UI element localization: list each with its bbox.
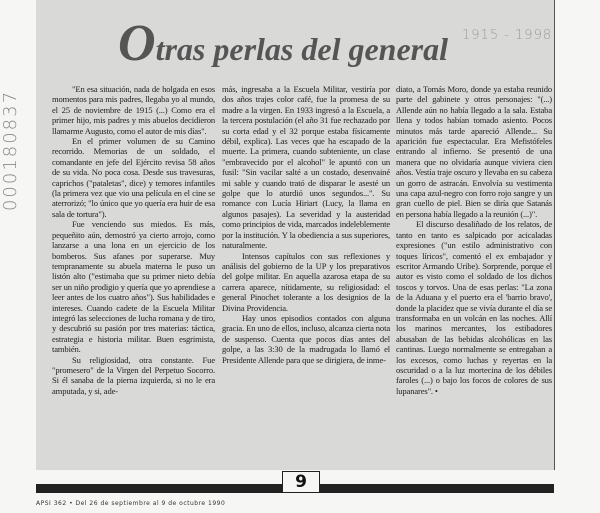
- article-column-2: [222, 84, 390, 365]
- paragraph: Intensos capítulos con sus reflexiones y análisis del gobierno de la UP y los preparativos del golpe militar. En aquella azarosa etapa de su carrera aparece, nítidamente, su religiosidad: el general Pinochet tolerante a los designios de la Divina Providencia.: [222, 250, 390, 313]
- title-initial: O: [118, 15, 156, 72]
- paragraph: El discurso desaliñado de los relatos, de tanto en tanto es salpicado por acicaladas expresiones ("un estilo administrativo con toques líricos", comentó el ex embajador y escritor Armando Uribe). Sorprende, porque el autor es visto como el soldado de los dichos toscos y torvos. Una de esas perlas: "La zona de la Aduana y el puerto era el 'barrio bravo', donde la placidez que se vivía durante el día se transformaba en un volcán en las noches. Allí los marinos mercantes, los estibadores abusaban de las bebidas alcohólicas en las cantinas. Luego normalmente se entregaban a los excesos, como luchas y reyertas en la oscuridad o a la luz mortecina de los débiles faroles (...) o bajo los focos de colores de sus lupanares". •: [396, 219, 552, 396]
- paragraph: "En esa situación, nada de holgada en esos momentos para mis padres, llegaba yo al mundo, el 25 de noviembre de 1915 (...) Como era el primer hijo, mis padres y mis abuelos decidieron llamarme Augusto, como el autor de mis días".: [52, 84, 215, 136]
- handwritten-archive-id: 000180837: [0, 89, 22, 212]
- article-title: [118, 14, 448, 73]
- handwritten-years: 1915 - 1998: [462, 28, 553, 43]
- paragraph: diato, a Tomás Moro, donde ya estaba reunido parte del gabinete y otros personajes: "(...) Allende aún no había llegado a la sala. Estaba llena y todos habían tomado asiento. Pocos minutos más tarde apareció Allende... Su aparición fue espectacular. Era Mefistófeles entrando al infierno. Se presentó de una manera que no olvidaría aunque viviera cien años. Vestía traje oscuro y llevaba en su cabeza un gorro de astracán. Envolvía su vestimenta una capa azul-negro con forro rojo sangre y un gran cuello de piel. Bien se diría que Satanás en persona había llegado a la reunión (...)".: [396, 84, 552, 219]
- page-number: 9: [282, 471, 320, 492]
- paragraph: Fue venciendo sus miedos. Es más, pequeñito aún, demostró ya cierto arrojo, como lanzarse a una lona en un ejercicio de los bomberos. Sus afanes por superarse. Muy tempranamente su abuela materna le puso un listón alto ("estimaba que su primer nieto debía ser un niño prodigio y quería que yo aprendiese a leer antes de los cuatro años"). Sus habilidades e intereses. Cuando cadete de la Escuela Militar integró las selecciones de lucha romana y de tiro, y descubrió su pasión por tres materias: táctica, estrategia e historia militar. Buen esgrimista, también.: [52, 219, 215, 355]
- publication-caption: APSI 362 • Del 26 de septiembre al 9 de octubre 1990: [36, 500, 226, 507]
- article-column-3: [396, 84, 552, 396]
- paragraph: Hay unos episodios contados con alguna gracia. En uno de ellos, incluso, alcanza cierta nota de suspenso. Cuenta que pocos días antes del golpe, a las 3:30 de la madrugada lo llamó el Presidente Allende para que se dirigiera, de inme-: [222, 312, 390, 365]
- paragraph: Su religiosidad, otra constante. Fue "promesero" de la Virgen del Perpetuo Socorro. Si él sanaba de la pierna izquierda, si no le era amputada, y si, ade-: [52, 354, 215, 396]
- paragraph: En el primer volumen de su Camino recorrido. Memorias de un soldado, el comandante en jefe del Ejército revisa 58 años de su vida. No poca cosa. Desde sus travesuras, caprichos ("pataletas", dice) y temores infantiles (la primera vez que vio una película en el cine se aterrorizó; "lo único que yo quería era huir de esa sala de tortura").: [52, 136, 215, 219]
- article-column-1: [52, 84, 215, 396]
- paragraph: más, ingresaba a la Escuela Militar, vestiría por dos años trajes color café, fue la promesa de su madre a la virgen. En 1933 ingresó a la Escuela, a la tercera postulación (el año 31 fue rechazado por su corta edad y el 32 porque estaba físicamente débil, explica). Las veces que ha escapado de la muerte. La primera, cuando subteniente, un clase "embravecido por el alcohol" le apuntó con un fusil: "Sin vacilar salté a un costado, desenvainé mi sable y cuando trató de disparar le asesté un golpe que lo aturdió unos segundos...". Su romance con Lucía Hiriart (Lucy, la llama en algunos pasajes). La severidad y la austeridad como principios de vida, marcados indeleblemente por la institución. Y la obediencia a sus superiores, naturalmente.: [222, 84, 390, 251]
- title-rest: tras perlas del general: [155, 31, 448, 67]
